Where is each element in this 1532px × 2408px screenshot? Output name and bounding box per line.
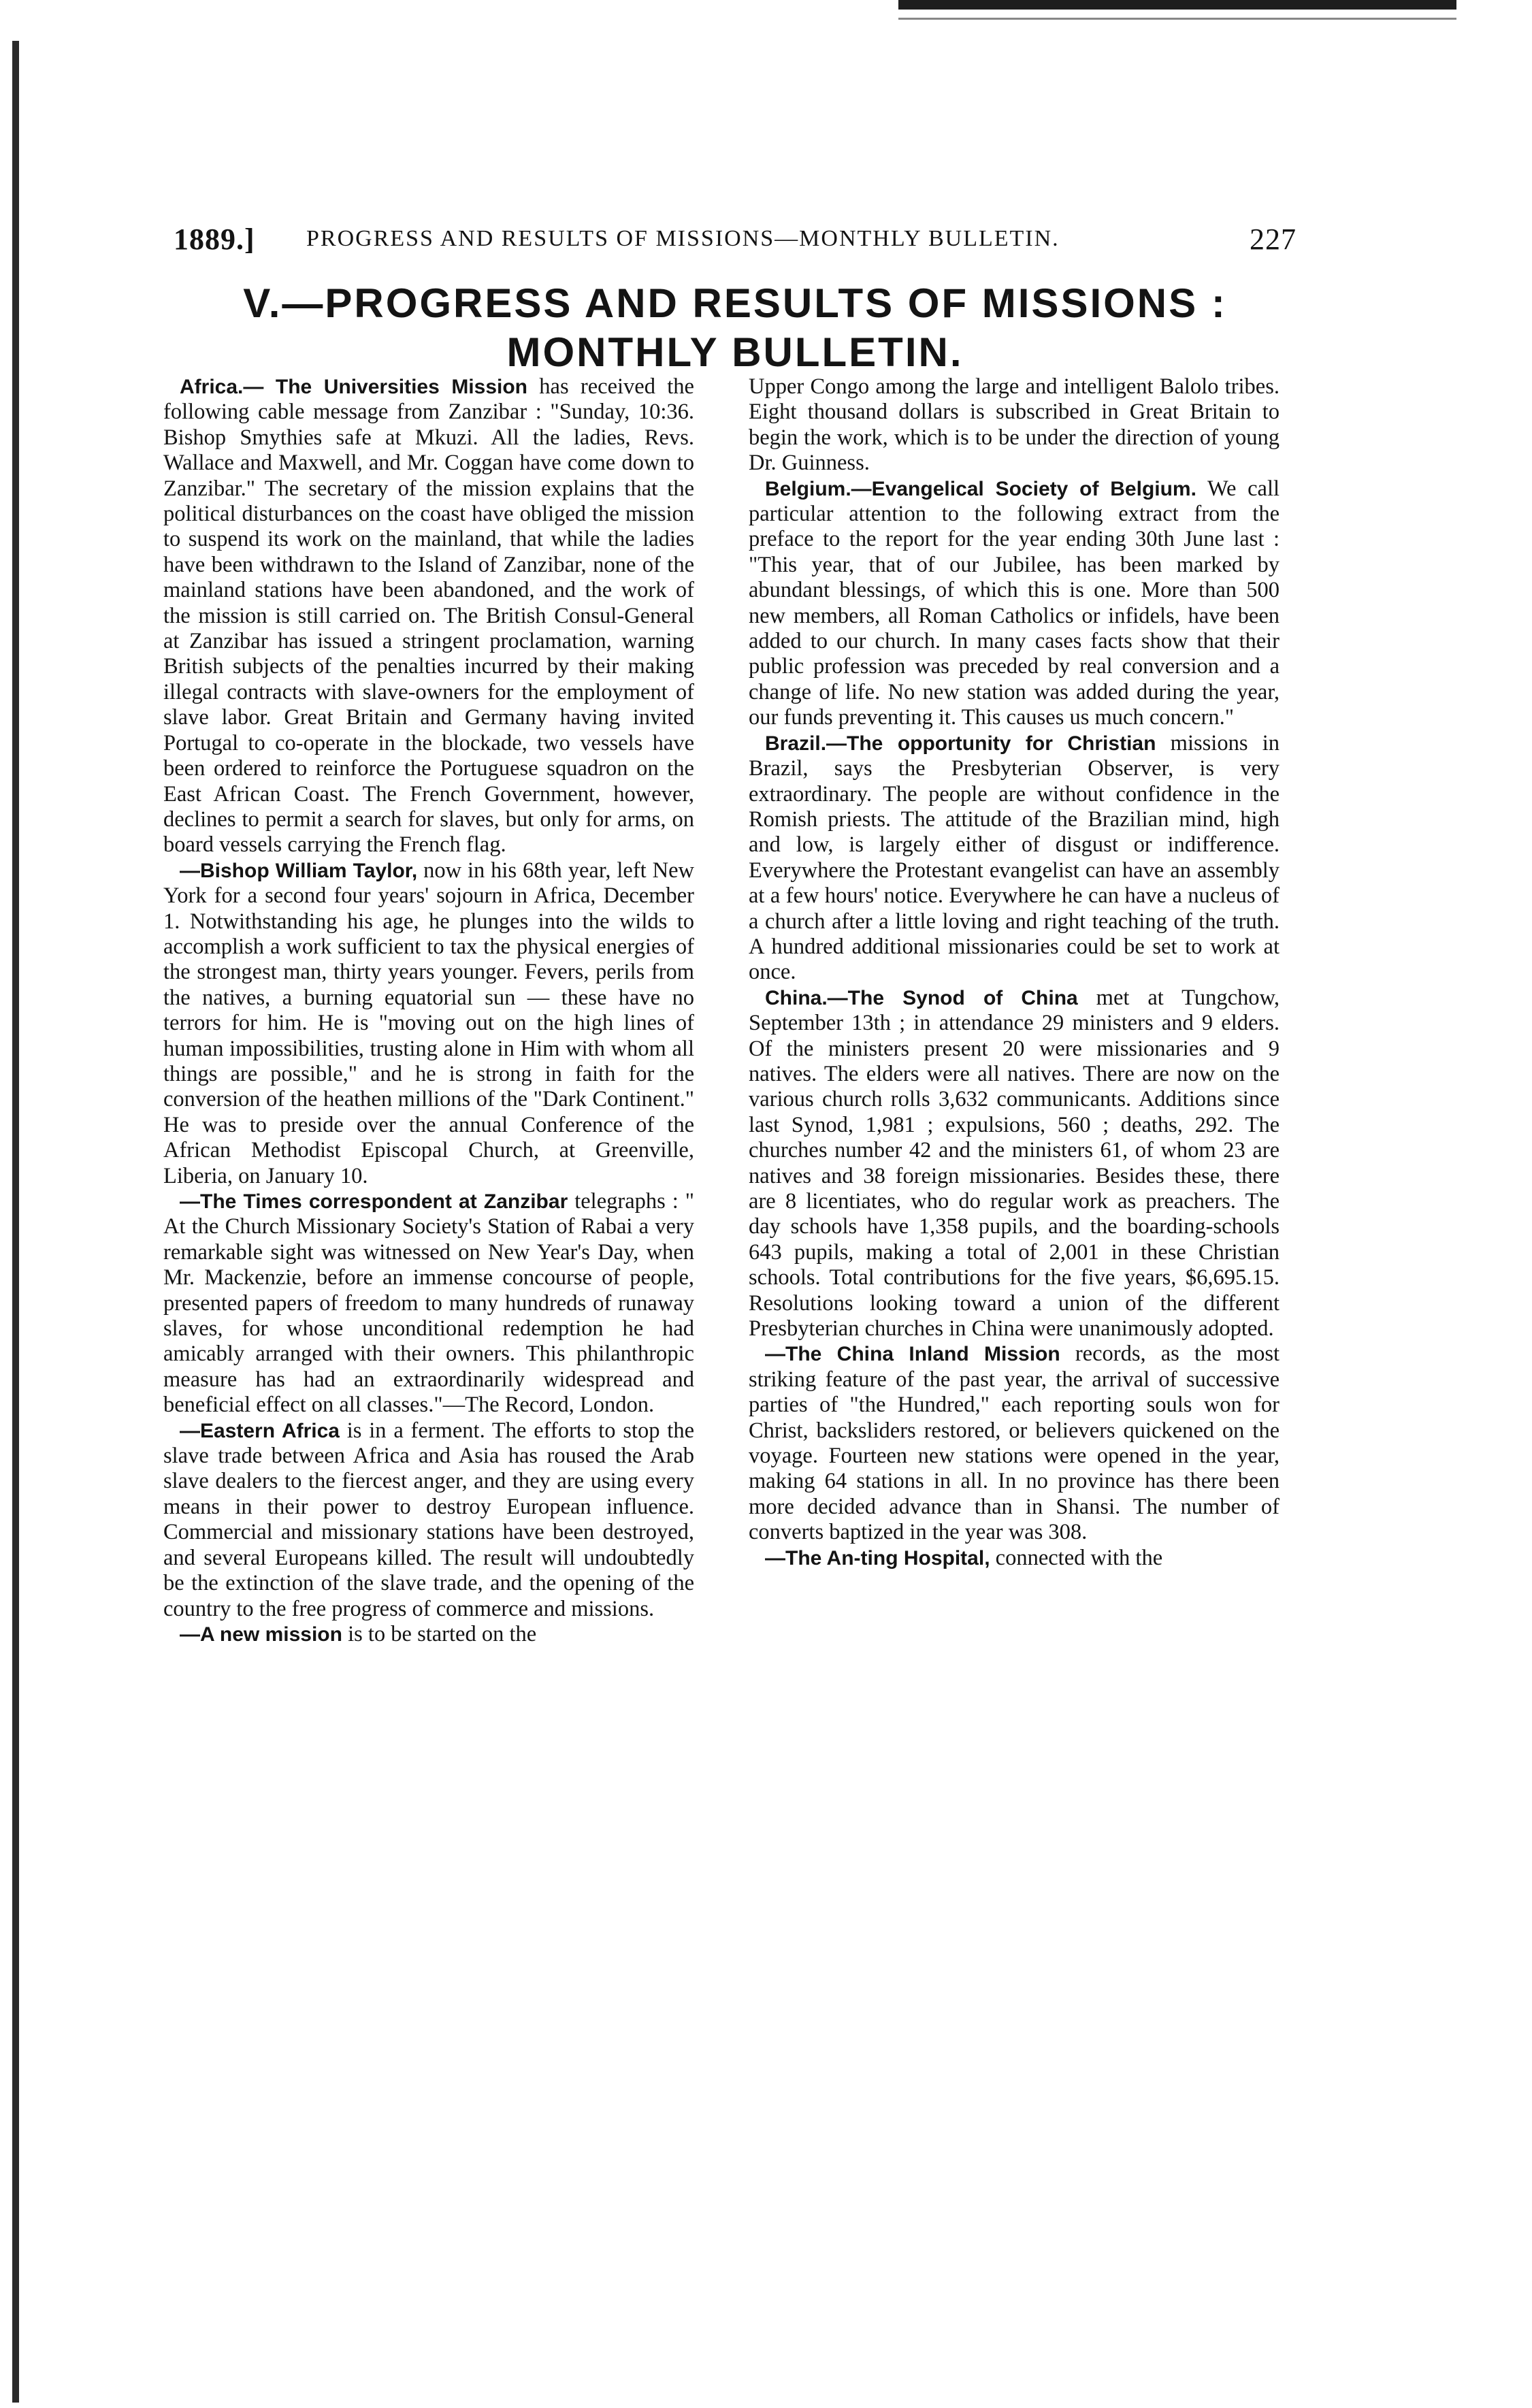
paragraph-anting-hospital <box>749 1546 1280 1571</box>
top-rule-thin <box>898 18 1456 20</box>
paragraph-eastern-africa <box>163 1418 694 1622</box>
top-rule <box>898 0 1456 10</box>
paragraph-times-correspondent <box>163 1189 694 1418</box>
paragraph-text: connected with the <box>990 1545 1163 1570</box>
paragraph-lead: —Eastern Africa <box>180 1419 340 1442</box>
paragraph-brazil <box>749 731 1280 986</box>
paragraph-lead: —The Times correspondent at Zanzibar <box>180 1190 568 1213</box>
paragraph-lead: —A new mission <box>180 1623 342 1646</box>
page-number: 227 <box>1250 223 1297 256</box>
paragraph-text: telegraphs : " At the Church Missionary Society's Station of Rabai a very remarkable sight was witnessed on New Year's Day, when Mr. Mackenzie, before an immense concourse of people, presented papers of freedom to many hundreds of runaway slaves, for whose unconditional redemption he had amicably arranged with their owners. This philanthropic measure has had an extraordinarily widespread and beneficial effect on all classes."—The Record, London. <box>163 1189 694 1418</box>
paragraph-china-synod <box>749 986 1280 1342</box>
paragraph-lead: Africa.— The Universities Mission <box>180 376 527 398</box>
article-title <box>170 279 1300 377</box>
paragraph-lead: —The China Inland Mission <box>765 1343 1060 1366</box>
running-head <box>174 222 1297 263</box>
paragraph-lead: —Bishop William Taylor, <box>180 859 418 882</box>
paragraph-text: missions in Brazil, says the Presbyterian Observer, is very extraordinary. The people are without confidence in the Romish priests. The attitude of the Brazilian mind, high and low, is largely either of disgust or indifference. Everywhere the Protestant evangelist can have an assembly at a few hours' notice. Everywhere he can have a nucleus of a church after a little loving and right teaching of the truth. A hundred additional missionaries could be set to work at once. <box>749 730 1280 985</box>
paragraph-lead: Brazil.—The opportunity for Christian <box>765 732 1156 755</box>
paragraph-text: We call particular attention to the following extract from the preface to the report for the year ending 30th June last : "This year, that of our Jubilee, has been marked by abundant blessings, of which this is one. More than 500 new members, all Roman Catholics or infidels, have been added to our church. In many cases facts show that their public profession was preceded by real conversion and a change of life. No new station was added during the year, our funds preventing it. This causes us much concern." <box>749 476 1280 730</box>
paragraph-africa <box>163 374 694 858</box>
header-running-title: PROGRESS AND RESULTS OF MISSIONS—MONTHLY BULLETIN. <box>306 226 1060 251</box>
paragraph-text: is in a ferment. The efforts to stop the slave trade between Africa and Asia has roused the Arab slave dealers to the fiercest anger, and they are using every means in their power to destroy European influence. Commercial and missionary stations have been destroyed, and several Europeans killed. The result will undoubtedly be the extinction of the slave trade, and the opening of the country to the free progress of commerce and missions. <box>163 1418 694 1621</box>
paragraph-lead: China.—The Synod of China <box>765 986 1078 1009</box>
paragraph-belgium <box>749 476 1280 731</box>
article-title-line-1: V.—PROGRESS AND RESULTS OF MISSIONS : <box>243 280 1227 326</box>
right-column <box>749 374 1280 1571</box>
paragraph-lead: —The An-ting Hospital, <box>765 1546 990 1569</box>
left-column <box>163 374 694 1647</box>
paragraph-china-inland-mission <box>749 1341 1280 1545</box>
article-title-line-2: MONTHLY BULLETIN. <box>506 329 964 375</box>
paragraph-congo-continued: Upper Congo among the large and intelligent Balolo tribes. Eight thousand dollars is subscribed in Great Britain to begin the work, which is to be under the direction of young Dr. Guinness. <box>749 374 1280 476</box>
paragraph-text: records, as the most striking feature of the past year, the arrival of successive parties of "the Hundred," each reporting souls won for Christ, backsliders restored, or believers quickened on the voyage. Fourteen new stations were opened in the year, making 64 stations in all. In no province has there been more decided advance than in Shansi. The number of converts baptized in the year was 308. <box>749 1341 1280 1545</box>
paragraph-new-mission <box>163 1622 694 1647</box>
page-edge-shadow <box>12 41 19 2403</box>
paragraph-lead: Belgium.—Evangelical Society of Belgium. <box>765 477 1196 500</box>
header-year: 1889.] <box>174 223 255 256</box>
paragraph-text: now in his 68th year, left New York for a second four years' sojourn in Africa, December 1. Notwithstanding his age, he plunges into the wilds to accomplish a work sufficient to tax the physical energies of the strongest man, thirty years younger. Fevers, perils from the natives, a burning equatorial sun — these have no terrors for him. He is "moving out on the high lines of human impossibilities, trusting alone in Him with whom all things are possible," and he is strong in faith for the conversion of the heathen millions of the "Dark Continent." He was to preside over the annual Conference of the African Methodist Episcopal Church, at Greenville, Liberia, on January 10. <box>163 858 694 1188</box>
paragraph-text: has received the following cable message from Zanzibar : "Sunday, 10:36. Bishop Smythies safe at Mkuzi. All the ladies, Revs. Wallace and Maxwell, and Mr. Coggan have come down to Zanzibar." The secretary of the mission explains that the political disturbances on the coast have obliged the mission to suspend its work on the mainland, that while the ladies have been withdrawn to the Island of Zanzibar, none of the mainland stations have been abandoned, and the work of the mission is still carried on. The British Consul-General at Zanzibar has issued a stringent proclamation, warning British subjects of the penalties incurred by their making illegal contracts with slave-owners for the employment of slave labor. Great Britain and Germany having invited Portugal to co-operate in the blockade, two vessels have been ordered to reinforce the Portuguese squadron on the East African Coast. The French Government, however, declines to permit a search for slaves, but only for arms, on board vessels carrying the French flag. <box>163 374 694 858</box>
paragraph-bishop-taylor <box>163 858 694 1189</box>
paragraph-text: is to be started on the <box>342 1621 537 1646</box>
paragraph-text: met at Tungchow, September 13th ; in attendance 29 ministers and 9 elders. Of the ministers present 20 were missionaries and 9 natives. The elders were all natives. There are now on the various church rolls 3,632 communicants. Additions since last Synod, 1,981 ; expulsions, 560 ; deaths, 292. The churches number 42 and the ministers 61, of whom 23 are natives and 38 foreign missionaries. Besides these, there are 8 licentiates, who do regular work as preachers. The day schools have 1,358 pupils, and the boarding-schools 643 pupils, making a total of 2,001 in these Christian schools. Total contributions for the five years, $6,695.15. Resolutions looking toward a union of the different Presbyterian churches in China were unanimously adopted. <box>749 985 1280 1341</box>
